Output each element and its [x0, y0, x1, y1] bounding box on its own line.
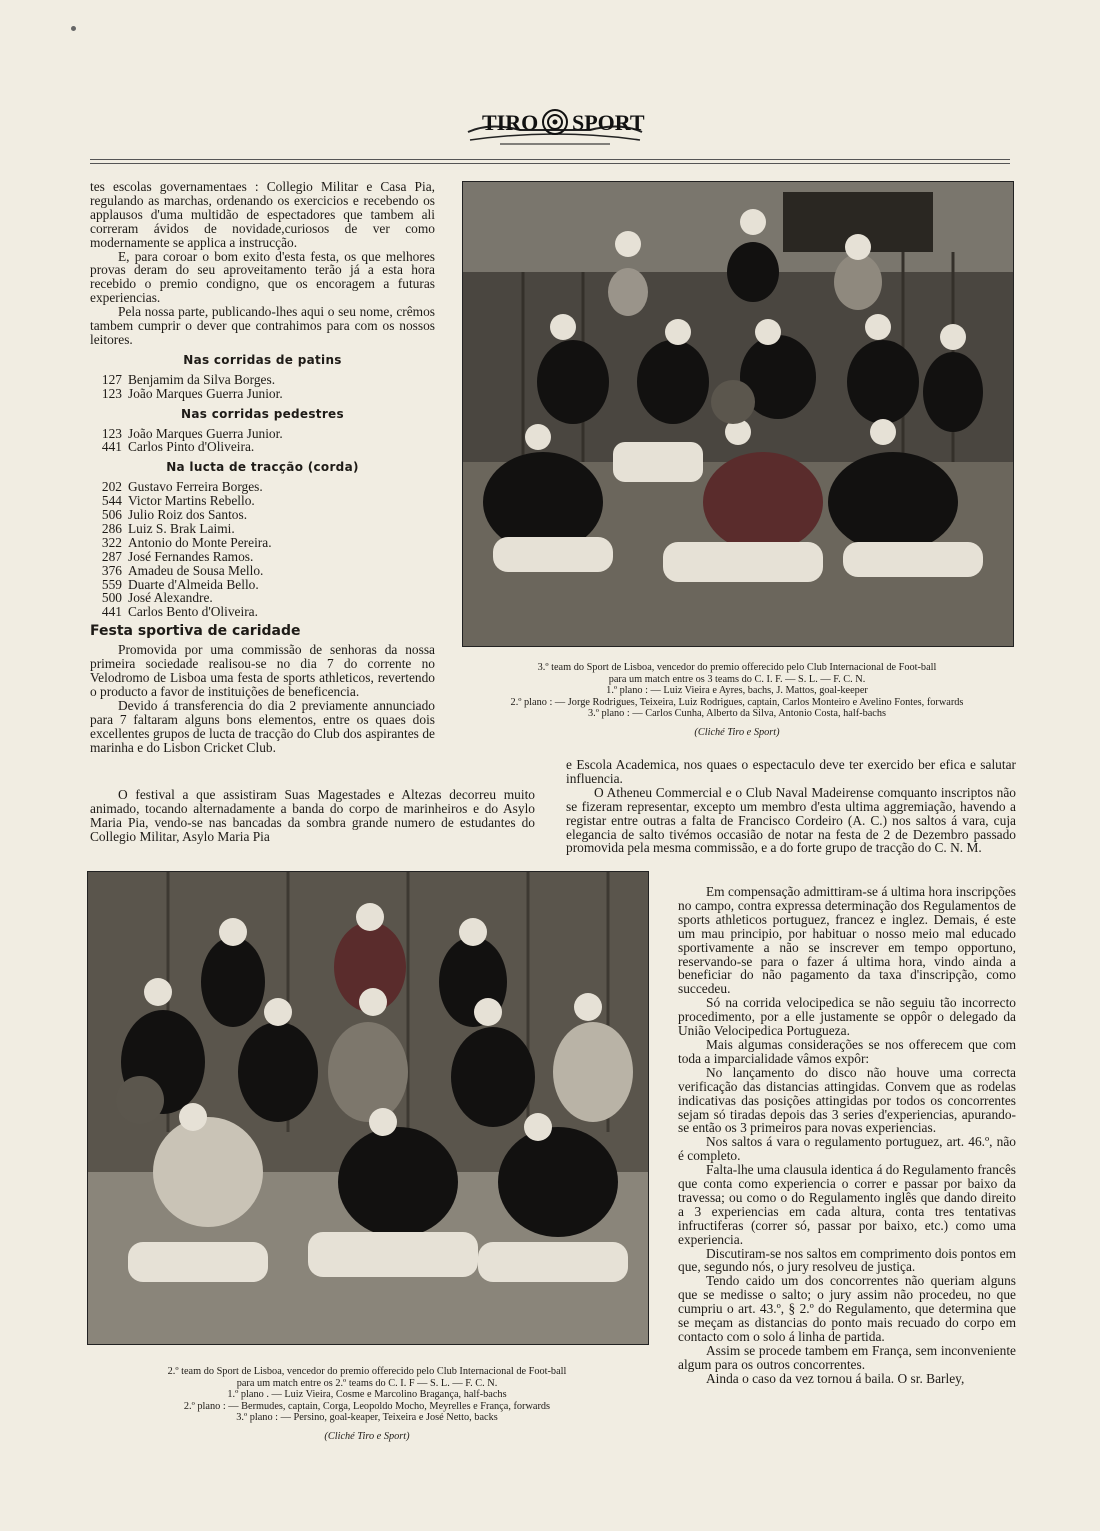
right-para-3: Em compensação admittiram-se á ultima hora inscripções no campo, contra expressa determinação dos Regulamentos de sports athleticos portuguez, francez e inglez. Demais, é este um mau principio, por habituar o nosso meio mal educado sportivamente a não se inscrever em tempo opportuno, reservando-se para o fazer á ultima hora, vindo ainda a beneficiar do não pagamento da taxa d'inscripção, como succedeu. — [678, 884, 1016, 997]
list-item: 441 Carlos Pinto d'Oliveira. — [101, 439, 255, 455]
list-item: 202 Gustavo Ferreira Borges. — [101, 479, 263, 495]
intro-para-1: tes escolas governamentaes : Collegio Militar e Casa Pia, regulando as marchas, ordenando os exercicios e recebendo os applausos d'uma multidão de espectadores que tambem ali correram ávidos de novidade,curiosos de ver como modernamente se applica a instrucção. — [90, 179, 435, 250]
team-photo-bottom-image — [88, 872, 648, 1344]
right-para-9: Discutiram-se nos saltos em comprimento dois pontos em que, segundo nós, o jury resolveu de justiça. — [678, 1245, 1016, 1275]
pedestres-heading: Nas corridas pedestres — [181, 406, 344, 421]
list-item: 287 José Fernandes Ramos. — [101, 548, 254, 564]
list-item: 500 José Alexandre. — [101, 590, 213, 606]
right-para-4: Só na corrida velocipedica se não seguiu tão incorrecto procedimento, por a elle justamente se oppôr o delegado da União Velocipedica Portugueza. — [678, 995, 1016, 1039]
right-para-2: O Atheneu Commercial e o Club Naval Madeirense comquanto inscriptos não se fizeram representar, excepto um membro d'esta ultima aggremiação, havendo a registar entre outras a falta de Francisco Cordeiro (A. C.) nos saltos á vara, cuja elegancia de salto tivémos occasião de notar na festa de 2 de Dezembro passado promovida pela mesma commissão, e a do forte grupo de tracção do C. N. M. — [566, 784, 1016, 856]
caption-top-line: para um match entre os 3 teams do C. I. F. — S. L. — F. C. N. — [608, 673, 866, 685]
header-rule — [90, 159, 1010, 160]
caption-bottom — [87, 1366, 647, 1443]
festa-heading: Festa sportiva de caridade — [90, 623, 301, 640]
list-item: 123 João Marques Guerra Junior. — [101, 425, 283, 441]
caption-top — [462, 662, 1012, 739]
print-speck — [71, 26, 76, 31]
list-item: 544 Victor Martins Rebello. — [101, 493, 255, 509]
caption-top-line: 1.º plano : — Luiz Vieira e Ayres, bachs, J. Mattos, goal-keeper — [606, 685, 868, 697]
right-para-1: e Escola Academica, nos quaes o espectaculo deve ter exercido ber efica e salutar influencia. — [566, 757, 1016, 786]
list-item: 559 Duarte d'Almeida Bello. — [101, 576, 259, 592]
right-para-12: Ainda o caso da vez tornou á baila. O sr. Barley, — [706, 1370, 965, 1386]
corda-heading: Na lucta de tracção (corda) — [166, 460, 359, 475]
caption-bottom-line: para um match entre os 2.º teams do C. I. F — S. L. — F. C. N. — [236, 1377, 498, 1389]
patins-heading: Nas corridas de patins — [183, 352, 342, 367]
festa-para-1: Promovida por uma commissão de senhoras da nossa primeira sociedade realisou-se no dia 7 do corrente no Velodromo de Lisboa uma festa de sports athleticos, revertendo o producto a favor de instituições de beneficencia. — [90, 642, 435, 699]
caption-bottom-line: 1.º plano . — Luiz Vieira, Cosme e Marcolino Bragança, half-bachs — [227, 1389, 507, 1401]
right-para-6: No lançamento do disco não houve uma correcta verificação das distancias attingidas. Convem que as rodelas indicativas das posições attingidas por todos os concorrentes sejam só tiradas depois das 3 series d'experiencias, apurando-se então os 3 primeiros para novas experiencias. — [678, 1064, 1016, 1136]
list-item: 322 Antonio do Monte Pereira. — [101, 534, 272, 550]
right-para-8: Falta-lhe uma clausula identica á do Regulamento francês que conta como experiencia o correr e passar por baixo da travessa; ou como o do Regulamento inglês que dando direito a 3 experiencias em cada altura, conta tres tentativas infructiferas (correr só, passar por baixo, etc.) como uma experiencia. — [678, 1162, 1016, 1247]
corda-list — [90, 480, 435, 619]
list-item: 286 Luiz S. Brak Laimi. — [101, 520, 235, 536]
list-item: 127 Benjamim da Silva Borges. — [101, 371, 276, 387]
masthead-logo — [460, 100, 650, 150]
right-para-7: Nos saltos á vara o regulamento portuguez, art. 46.º, não é completo. — [678, 1134, 1016, 1164]
intro-para-3: Pela nossa parte, publicando-lhes aqui o seu nome, crêmos tambem cumprir o dever que contrahimos para com os nossos leitores. — [90, 304, 435, 347]
right-column-narrow — [678, 885, 1016, 1386]
festa-para-2: Devido á transferencia do dia 2 previamente annunciado para 7 faltaram alguns bons elementos, entre os quaes dois excellentes grupos de lucta de tracção do Club dos aspirantes de marinha e do Lisbon Cricket Club. — [90, 697, 435, 755]
patins-list — [90, 373, 435, 401]
team-photo-top — [462, 181, 1014, 647]
caption-bottom-line: 2.º team do Sport de Lisboa, vencedor do premio offerecido pelo Club Internacional de Foot-ball — [167, 1366, 567, 1377]
caption-bottom-line: 3.º plano : — Persino, goal-keaper, Teixeira e José Netto, backs — [236, 1412, 498, 1424]
team-photo-bottom — [87, 871, 649, 1345]
masthead-title-right: SPORT — [572, 110, 645, 135]
right-para-5: Mais algumas considerações se nos offerecem que com toda a imparcialidade vâmos expôr: — [678, 1036, 1016, 1066]
list-item: 376 Amadeu de Sousa Mello. — [101, 562, 264, 578]
festa-continuation — [90, 788, 535, 844]
intro-para-2: E, para coroar o bom exito d'esta festa, os que melhores provas deram do seu aproveitamento terão já a esta hora recebido o premio condigno, que os encoragem a futuras experiencias. — [90, 248, 435, 306]
team-photo-top-image — [463, 182, 1013, 646]
caption-bottom-credit: (Cliché Tiro e Sport) — [324, 1430, 410, 1442]
masthead-title-left: TIRO — [482, 110, 539, 135]
caption-top-line: 3.º team do Sport de Lisboa, vencedor do premio offerecido pelo Club Internacional de Foot-ball — [537, 662, 937, 673]
pedestres-list — [90, 427, 435, 455]
list-item: 123 João Marques Guerra Junior. — [101, 385, 283, 401]
caption-bottom-line: 2.º plano : — Bermudes, captain, Corga, Leopoldo Mocho, Meyrelles e França, forwards — [183, 1400, 551, 1412]
festa-para-3: O festival a que assistiram Suas Magestades e Altezas decorreu muito animado, tocando alternadamente a banda do corpo de marinheiros e do Asylo Maria Pia, vendo-se nas bancadas da sombra grande numero de estudantes do Collegio Militar, Asylo Maria Pia — [90, 787, 535, 844]
list-item: 441 Carlos Bento d'Oliveira. — [101, 604, 258, 620]
right-para-10: Tendo caido um dos concorrentes não queriam alguns que se medisse o salto; o jury assim não procedeu, no que cumpriu o art. 43.º, § 2.º do Regulamento, que determina que se meçam as distancias do ponto mais recuado do corpo em contacto com o solo á linha de partida. — [678, 1273, 1016, 1344]
caption-top-line: 2.º plano : — Jorge Rodrigues, Teixeira, Luiz Rodrigues, captain, Carlos Monteiro e Avelino Fontes, forwards — [510, 696, 964, 708]
right-column — [566, 758, 1016, 855]
list-item: 506 Julio Roiz dos Santos. — [101, 507, 248, 523]
caption-top-line: 3.º plano : — Carlos Cunha, Alberto da Silva, Antonio Costa, half-bachs — [587, 708, 887, 720]
right-para-11: Assim se procede tambem em França, sem inconveniente algum para os outros concorrentes. — [678, 1342, 1016, 1372]
left-column — [90, 180, 435, 754]
caption-top-credit: (Cliché Tiro e Sport) — [694, 726, 780, 738]
header-rule-2 — [90, 163, 1010, 164]
